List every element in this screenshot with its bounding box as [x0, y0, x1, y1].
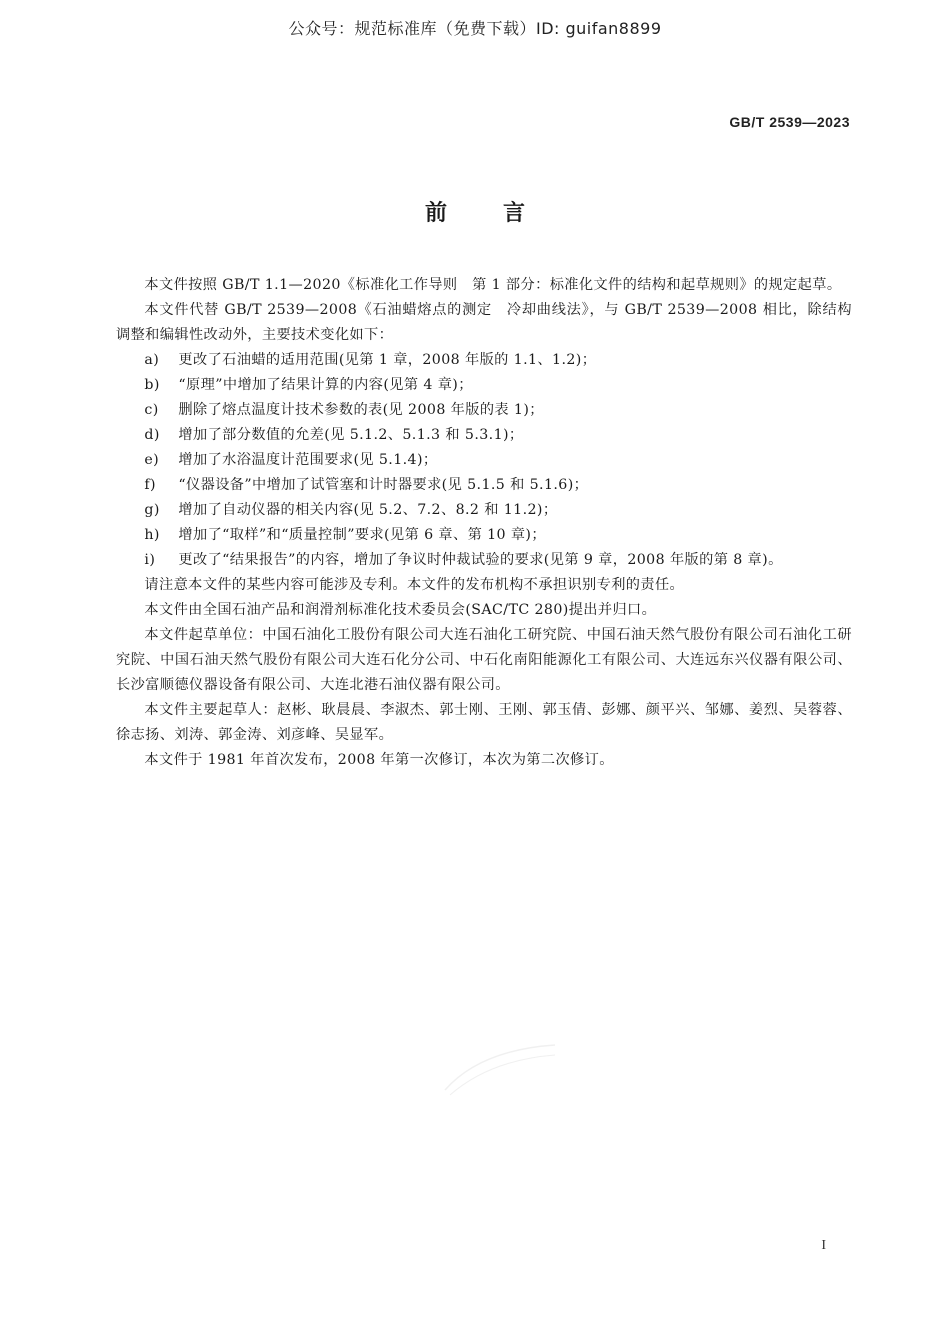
list-marker: e)	[144, 452, 160, 468]
list-item	[116, 548, 852, 573]
list-item	[116, 523, 852, 548]
list-item	[116, 448, 852, 473]
paragraph-drafters: 本文件主要起草人：赵彬、耿晨晨、李淑杰、郭士刚、王刚、郭玉倩、彭娜、颜平兴、邹娜、姜烈、吴蓉蓉、徐志扬、刘涛、郭金涛、刘彦峰、吴显军。	[116, 702, 852, 743]
list-marker: b)	[144, 377, 160, 393]
list-marker: f)	[144, 477, 156, 493]
document-code: GB/T 2539—2023	[729, 114, 850, 130]
paragraph-proposer: 本文件由全国石油产品和润滑剂标准化技术委员会(SAC/TC 280)提出并归口。	[144, 602, 657, 618]
paragraph-replacement: 本文件代替 GB/T 2539—2008《石油蜡熔点的测定 冷却曲线法》，与 GB/T 2539—2008 相比，除结构调整和编辑性改动外，主要技术变化如下：	[116, 302, 852, 343]
list-item	[116, 348, 852, 373]
faint-watermark-stamp	[440, 1040, 560, 1100]
list-item-text: 增加了部分数值的允差(见 5.1.2、5.1.3 和 5.3.1)；	[178, 427, 524, 443]
list-item	[116, 398, 852, 423]
list-item-text: 增加了水浴温度计范围要求(见 5.1.4)；	[178, 452, 438, 468]
list-item-text: 更改了“结果报告”的内容，增加了争议时仲裁试验的要求(见第 9 章，2008 年版的第 8 章)。	[178, 552, 783, 568]
paragraph-drafting-rules: 本文件按照 GB/T 1.1—2020《标准化工作导则 第 1 部分：标准化文件的结构和起草规则》的规定起草。	[144, 277, 842, 293]
paragraph-history: 本文件于 1981 年首次发布，2008 年第一次修订，本次为第二次修订。	[144, 752, 614, 768]
paragraph-drafting-units: 本文件起草单位：中国石油化工股份有限公司大连石油化工研究院、中国石油天然气股份有限公司石油化工研究院、中国石油天然气股份有限公司大连石化分公司、中石化南阳能源化工有限公司、大连远东兴仪器有限公司、长沙富顺德仪器设备有限公司、大连北港石油仪器有限公司。	[116, 627, 852, 693]
list-marker: h)	[144, 527, 160, 543]
list-marker: a)	[144, 352, 160, 368]
list-marker: c)	[144, 402, 159, 418]
list-item	[116, 423, 852, 448]
list-marker: d)	[144, 427, 160, 443]
list-marker: g)	[144, 502, 160, 518]
page-number: I	[821, 1238, 826, 1253]
document-body	[116, 273, 852, 773]
paragraph-patent-notice: 请注意本文件的某些内容可能涉及专利。本文件的发布机构不承担识别专利的责任。	[144, 577, 685, 593]
watermark-header: 公众号：规范标准库（免费下载）ID: guifan8899	[288, 19, 662, 38]
list-marker: i)	[144, 552, 156, 568]
list-item-text: “仪器设备”中增加了试管塞和计时器要求(见 5.1.5 和 5.1.6)；	[178, 477, 589, 493]
list-item-text: 增加了“取样”和“质量控制”要求(见第 6 章、第 10 章)；	[178, 527, 546, 543]
list-item-text: 更改了石油蜡的适用范围(见第 1 章，2008 年版的 1.1、1.2)；	[178, 352, 597, 368]
list-item	[116, 373, 852, 398]
list-item-text: 删除了熔点温度计技术参数的表(见 2008 年版的表 1)；	[178, 402, 544, 418]
list-item	[116, 498, 852, 523]
list-item-text: 增加了自动仪器的相关内容(见 5.2、7.2、8.2 和 11.2)；	[178, 502, 558, 518]
list-item-text: “原理”中增加了结果计算的内容(见第 4 章)；	[178, 377, 473, 393]
list-item	[116, 473, 852, 498]
page-title: 前言	[424, 201, 581, 226]
